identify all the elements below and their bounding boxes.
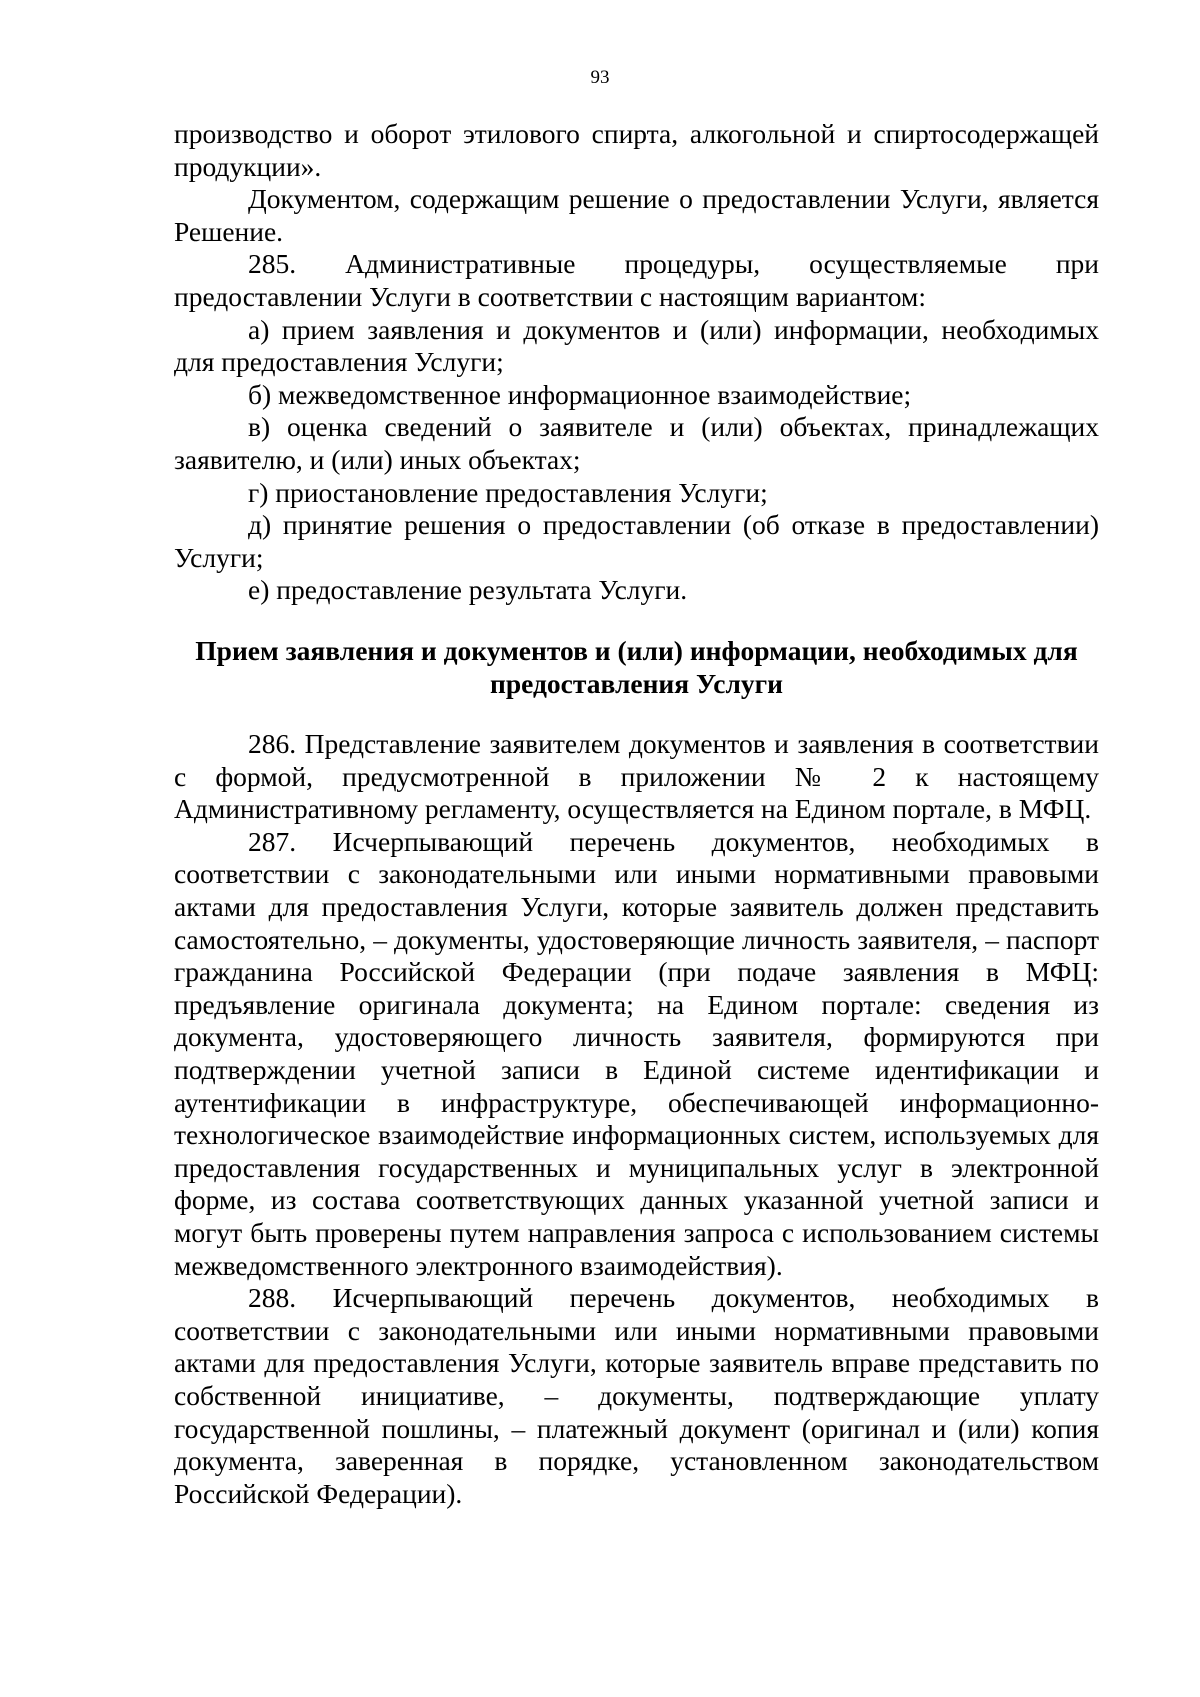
- list-item-v: в) оценка сведений о заявителе и (или) объектах, принадлежащих заявителю, и (или) иных объектах;: [174, 411, 1099, 475]
- list-item-b: б) межведомственное информационное взаимодействие;: [248, 378, 912, 410]
- paragraph-decision-document: Документом, содержащим решение о предоставлении Услуги, является Решение.: [174, 183, 1099, 247]
- paragraph-285: 285. Административные процедуры, осуществляемые при предоставлении Услуги в соответствии с настоящим вариантом:: [174, 248, 1099, 312]
- list-item-a: а) прием заявления и документов и (или) информации, необходимых для предоставления Услуги;: [174, 313, 1099, 378]
- paragraph-continuation: производство и оборот этилового спирта, алкогольной и спиртосодержащей продукции».: [174, 118, 1099, 182]
- list-item-d: д) принятие решения о предоставлении (об отказе в предоставлении) Услуги;: [174, 509, 1099, 573]
- paragraph-286: 286. Представление заявителем документов и заявления в соответствии с формой, предусмотренной в приложении № 2 к настоящему Административному регламенту, осуществляется на Едином портале, в МФЦ.: [174, 728, 1099, 825]
- list-item-g: г) приостановление предоставления Услуги;: [248, 476, 768, 508]
- page-number: 93: [590, 67, 610, 88]
- document-body: [174, 118, 1099, 1510]
- paragraph-287: 287. Исчерпывающий перечень документов, необходимых в соответствии с законодательными или иными нормативными правовыми актами для предоставления Услуги, которые заявитель должен представить самостоятельно, – документы, удостоверяющие личность заявителя, – паспорт гражданина Российской Федерации (при подаче заявления в МФЦ: предъявление оригинала документа; на Едином портале: сведения из документа, удостоверяющего личность заявителя, формируются при подтверждении учетной записи в Единой системе идентификации и аутентификации в инфраструктуре, обеспечивающей информационно-технологическое взаимодействие информационных систем, используемых для предоставления государственных и муниципальных услуг в электронной форме, из состава соответствующих данных указанной учетной записи и могут быть проверены путем направления запроса с использованием системы межведомственного электронного взаимодействия).: [174, 825, 1099, 1281]
- list-item-e: е) предоставление результата Услуги.: [248, 574, 688, 606]
- paragraph-288: 288. Исчерпывающий перечень документов, необходимых в соответствии с законодательными или иными нормативными правовыми актами для предоставления Услуги, которые заявитель вправе представить по собственной инициативе, – документы, подтверждающие уплату государственной пошлины, – платежный документ (оригинал и (или) копия документа, заверенная в порядке, установленном законодательством Российской Федерации).: [174, 1282, 1099, 1509]
- section-heading: Прием заявления и документов и (или) информации, необходимых для предоставления Услуги: [195, 634, 1078, 699]
